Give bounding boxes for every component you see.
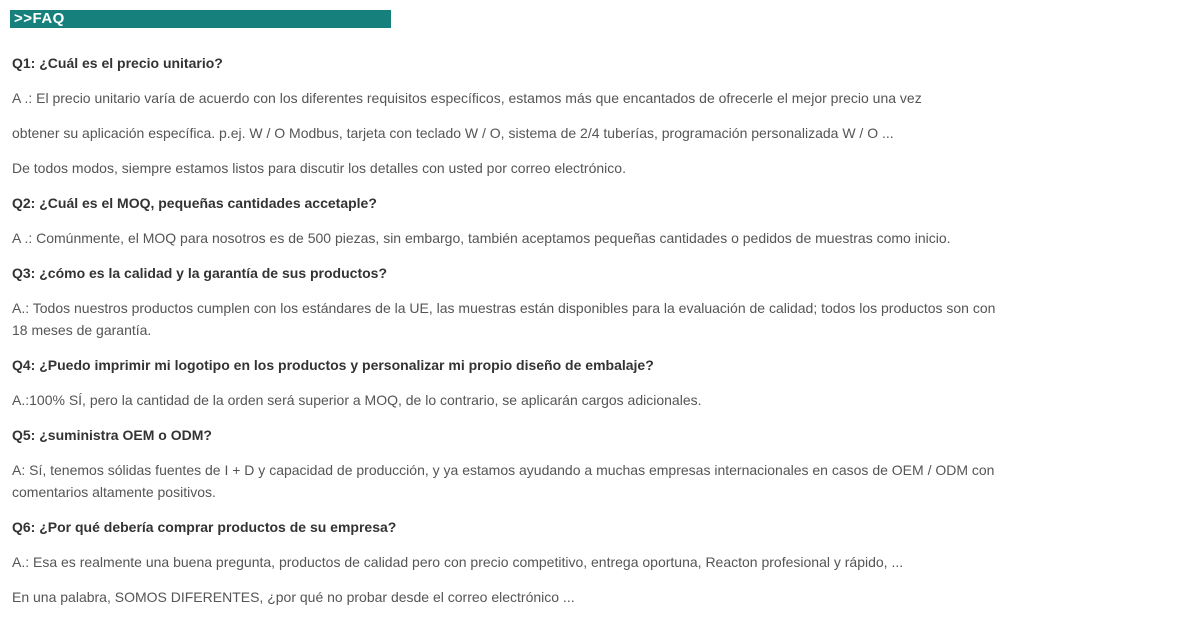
- faq-answer-paragraph: [12, 459, 1188, 503]
- faq-answer-paragraph: [12, 122, 1188, 144]
- faq-answer-line: De todos modos, siempre estamos listos para discutir los detalles con usted por correo electrónico.: [12, 160, 626, 176]
- faq-question: Q1: ¿Cuál es el precio unitario?: [12, 55, 223, 71]
- faq-answer-line: A .: Comúnmente, el MOQ para nosotros es de 500 piezas, sin embargo, también aceptamos pequeñas cantidades o pedidos de muestras como inicio.: [12, 230, 951, 246]
- faq-answer-paragraph: [12, 157, 1188, 179]
- faq-item: [12, 354, 1188, 411]
- faq-answer-paragraph: [12, 87, 1188, 109]
- faq-list: [12, 52, 1188, 608]
- faq-answer-line: A.: Todos nuestros productos cumplen con los estándares de la UE, las muestras están disponibles para la evaluación de calidad; todos los productos son con: [12, 300, 996, 316]
- faq-item: [12, 516, 1188, 608]
- faq-answer-line: 18 meses de garantía.: [12, 322, 152, 338]
- faq-item: [12, 52, 1188, 179]
- faq-header-label: >>FAQ: [14, 10, 65, 27]
- faq-header-bar: [10, 10, 391, 28]
- faq-item: [12, 424, 1188, 503]
- faq-answer-line: A: Sí, tenemos sólidas fuentes de I + D y capacidad de producción, y ya estamos ayudando a muchas empresas internacionales en casos de OEM / ODM con: [12, 462, 995, 478]
- faq-question: Q5: ¿suministra OEM o ODM?: [12, 427, 212, 443]
- faq-answer-line: comentarios altamente positivos.: [12, 484, 216, 500]
- faq-answer-paragraph: [12, 227, 1188, 249]
- faq-question: Q4: ¿Puedo imprimir mi logotipo en los productos y personalizar mi propio diseño de embalaje?: [12, 357, 654, 373]
- faq-answer-line: A.: Esa es realmente una buena pregunta, productos de calidad pero con precio competitivo, entrega oportuna, Reacton profesional y rápido, ...: [12, 554, 904, 570]
- faq-answer-line: A.:100% SÍ, pero la cantidad de la orden será superior a MOQ, de lo contrario, se aplicarán cargos adicionales.: [12, 392, 702, 408]
- faq-section: [0, 10, 1200, 608]
- faq-question: Q6: ¿Por qué debería comprar productos de su empresa?: [12, 519, 397, 535]
- faq-answer-line: A .: El precio unitario varía de acuerdo con los diferentes requisitos específicos, estamos más que encantados de ofrecerle el mejor precio una vez: [12, 90, 922, 106]
- faq-answer-paragraph: [12, 389, 1188, 411]
- faq-question: Q2: ¿Cuál es el MOQ, pequeñas cantidades accetaple?: [12, 195, 377, 211]
- faq-answer-paragraph: [12, 551, 1188, 573]
- faq-question: Q3: ¿cómo es la calidad y la garantía de sus productos?: [12, 265, 387, 281]
- faq-answer-paragraph: [12, 586, 1188, 608]
- faq-item: [12, 262, 1188, 341]
- faq-item: [12, 192, 1188, 249]
- faq-answer-line: En una palabra, SOMOS DIFERENTES, ¿por qué no probar desde el correo electrónico ...: [12, 589, 575, 605]
- faq-answer-line: obtener su aplicación específica. p.ej. W / O Modbus, tarjeta con teclado W / O, sistema de 2/4 tuberías, programación personalizada W / O ...: [12, 125, 894, 141]
- faq-answer-paragraph: [12, 297, 1188, 341]
